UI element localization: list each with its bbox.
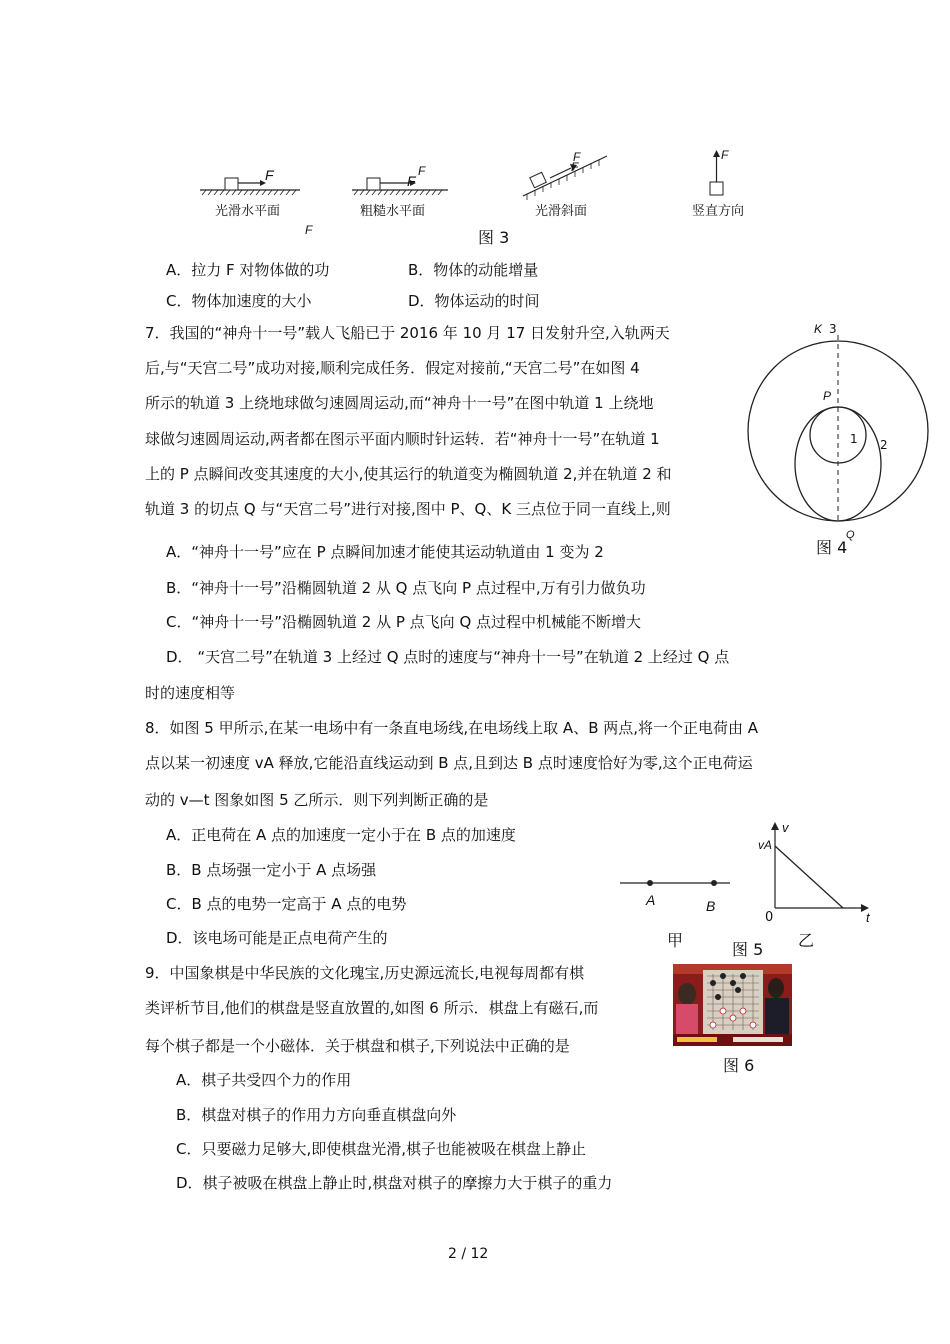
- fig5-label-v: v: [782, 820, 789, 835]
- q8-stem-line-1: 8．如图 5 甲所示,在某一电场中有一条直电场线,在电场线上取 A、B 两点,将一个正电荷由 A: [145, 719, 759, 737]
- fig3-caption: 图 3: [478, 228, 510, 247]
- q7-stem-line-4: 球做匀速圆周运动,两者都在图示平面内顺时针运转．若“神舟十一号”在轨道 1: [145, 430, 660, 448]
- fig5-label-va: vA: [758, 838, 773, 852]
- q7-option-b: B．“神舟十一号”沿椭圆轨道 2 从 Q 点飞向 P 点过程中,万有引力做负功: [166, 579, 646, 597]
- q9-stem-line-3: 每个棋子都是一个小磁体．关于棋盘和棋子,下列说法中正确的是: [145, 1037, 570, 1055]
- fig3-panel-smooth-horizontal: [198, 168, 308, 198]
- fig5-label-jia: 甲: [667, 931, 684, 950]
- fig3-force-label-4: F: [721, 148, 729, 162]
- q7-stem-line-3: 所示的轨道 3 上绕地球做匀速圆周运动,而“神舟十一号”在图中轨道 1 上绕地: [145, 394, 654, 412]
- q7-stem-line-1: 7．我国的“神舟十一号”载人飞船已于 2016 年 10 月 17 日发射升空,入轨两天: [145, 324, 670, 342]
- point-b: [711, 880, 717, 886]
- q9-option-a: A．棋子共受四个力的作用: [176, 1071, 352, 1089]
- fig5-label-a: A: [646, 892, 656, 908]
- q6-option-d: D．物体运动的时间: [408, 292, 540, 310]
- fig3-panel-smooth-incline: [515, 150, 615, 205]
- q6-option-b: B．物体的动能增量: [408, 261, 539, 279]
- q7-stem-line-5: 上的 P 点瞬间改变其速度的大小,使其运行的轨道变为椭圆轨道 2,并在轨道 2 和: [145, 465, 672, 483]
- fig6-caption: 图 6: [723, 1056, 755, 1075]
- fig4-label-3: 3: [829, 322, 837, 336]
- q7-stem-line-6: 轨道 3 的切点 Q 与“天宫二号”进行对接,图中 P、Q、K 三点位于同一直线上,则: [145, 500, 671, 518]
- fig5-label-t: t: [866, 910, 870, 925]
- fig4-label-p: P: [823, 389, 832, 403]
- q8-option-c: C．B 点的电势一定高于 A 点的电势: [166, 895, 407, 913]
- point-a: [647, 880, 653, 886]
- fig5-caption: 图 5: [732, 940, 764, 959]
- fig5-label-b: B: [706, 898, 716, 914]
- fig3-panel-vertical: [705, 148, 735, 198]
- orbit-3: [748, 341, 928, 521]
- q7-option-a: A．“神舟十一号”应在 P 点瞬间加速才能使其运动轨道由 1 变为 2: [166, 543, 604, 561]
- q9-stem-line-2: 类评析节目,他们的棋盘是竖直放置的,如图 6 所示．棋盘上有磁石,而: [145, 999, 599, 1017]
- q9-option-b: B．棋盘对棋子的作用力方向垂直棋盘向外: [176, 1106, 457, 1124]
- q9-stem-line-1: 9．中国象棋是中华民族的文化瑰宝,历史源远流长,电视每周都有棋: [145, 964, 585, 982]
- fig5-vt-graph: [765, 820, 875, 920]
- vt-line: [775, 846, 843, 908]
- q7-option-d-cont: 时的速度相等: [145, 684, 236, 702]
- q9-option-c: C．只要磁力足够大,即使棋盘光滑,棋子也能被吸在棋盘上静止: [176, 1140, 587, 1158]
- q9-option-d: D．棋子被吸在棋盘上静止时,棋盘对棋子的摩擦力大于棋子的重力: [176, 1174, 613, 1192]
- fig3-label-4: 竖直方向: [692, 204, 745, 219]
- q7-stem-line-2: 后,与“天宫二号”成功对接,顺利完成任务．假定对接前,“天宫二号”在如图 4: [145, 359, 640, 377]
- fig3-label-2: 粗糙水平面: [360, 204, 426, 219]
- q8-option-b: B．B 点场强一定小于 A 点场强: [166, 861, 377, 879]
- q8-option-d: D．该电场可能是正点电荷产生的: [166, 929, 388, 947]
- fig5-label-zero: 0: [765, 910, 774, 925]
- fig4-label-2: 2: [880, 438, 888, 452]
- q8-stem-line-3: 动的 v—t 图象如图 5 乙所示．则下列判断正确的是: [145, 791, 489, 809]
- fig5-field-line: [618, 876, 738, 892]
- fig3-force-label-3: F: [571, 160, 579, 174]
- page-number: 2 / 12: [448, 1246, 489, 1262]
- fig3-force-label-1: F: [265, 167, 274, 183]
- fig3-label-3: 光滑斜面: [535, 204, 588, 219]
- fig3-force-label-3a: F: [573, 150, 581, 164]
- fig6-chess-tv-photo: [673, 964, 792, 1046]
- fig3-label-1: 光滑水平面: [215, 204, 281, 219]
- fig3-stray-force-label: F: [305, 223, 313, 237]
- q8-stem-line-2: 点以某一初速度 vA 释放,它能沿直线运动到 B 点,且到达 B 点时速度恰好为零,这个正电荷运: [145, 754, 753, 772]
- fig3-panel-rough-horizontal: [350, 168, 460, 198]
- fig4-label-q: Q: [846, 529, 855, 541]
- q7-option-c: C．“神舟十一号”沿椭圆轨道 2 从 P 点飞向 Q 点过程中机械能不断增大: [166, 613, 642, 631]
- q8-option-a: A．正电荷在 A 点的加速度一定小于在 B 点的加速度: [166, 826, 516, 844]
- q7-option-d: D． “天宫二号”在轨道 3 上经过 Q 点时的速度与“神舟十一号”在轨道 2 上经过 Q 点: [166, 648, 730, 666]
- q6-option-c: C．物体加速度的大小: [166, 292, 312, 310]
- fig3-force-label-2: F: [407, 173, 416, 189]
- q6-option-a: A．拉力 F 对物体做的功: [166, 261, 330, 279]
- fig4-label-k: K: [814, 322, 823, 336]
- fig5-label-yi: 乙: [798, 931, 815, 950]
- fig4-orbits: [740, 325, 940, 535]
- fig4-caption: 图 4: [816, 538, 848, 557]
- fig3-force-label-2b: F: [418, 164, 426, 178]
- fig4-label-1: 1: [850, 432, 858, 446]
